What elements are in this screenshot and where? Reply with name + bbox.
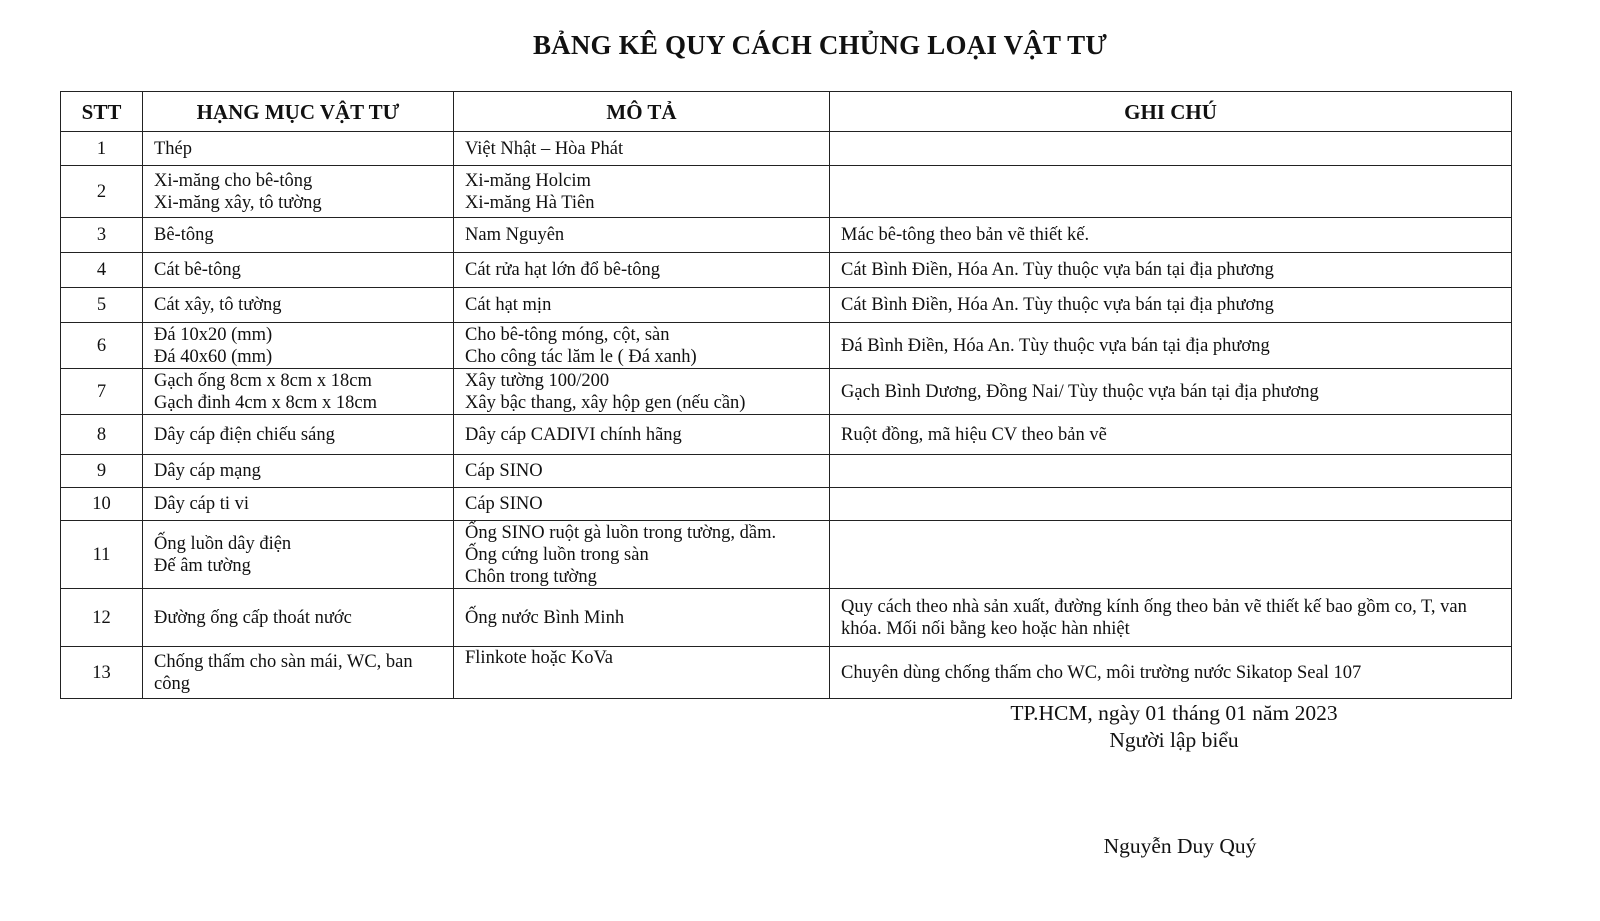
- cell-note: [830, 323, 1512, 369]
- cell-description: [454, 521, 830, 589]
- cell-item: [143, 253, 454, 288]
- cell-item-line: Chống thấm cho sàn mái, WC, ban: [154, 651, 413, 672]
- table-row: [61, 253, 1512, 288]
- cell-description-line: Dây cáp CADIVI chính hãng: [465, 424, 682, 445]
- cell-item: [143, 488, 454, 521]
- cell-item: [143, 288, 454, 323]
- cell-item-line: Ống luồn dây điện: [154, 533, 292, 554]
- cell-item: [143, 589, 454, 647]
- cell-note: [830, 253, 1512, 288]
- cell-note-line: Cát Bình Điền, Hóa An. Tùy thuộc vựa bán tại địa phương: [841, 295, 1274, 315]
- cell-description: [454, 369, 830, 415]
- cell-item-line: công: [154, 673, 190, 694]
- table-row: [61, 369, 1512, 415]
- cell-item-line: Bê-tông: [154, 225, 214, 245]
- materials-table: [60, 91, 1512, 699]
- cell-note: [830, 369, 1512, 415]
- cell-note: [830, 132, 1512, 166]
- cell-item-line: Cát xây, tô tường: [154, 295, 282, 315]
- cell-description: [454, 132, 830, 166]
- cell-description: [454, 218, 830, 253]
- table-header-row: [61, 92, 1512, 132]
- cell-description-line: Cho công tác lăm le ( Đá xanh): [465, 346, 697, 367]
- cell-description: [454, 323, 830, 369]
- cell-stt: 7: [61, 369, 143, 415]
- cell-note: [830, 521, 1512, 589]
- cell-item-line: Gạch đinh 4cm x 8cm x 18cm: [154, 392, 377, 413]
- cell-description-line: Cáp SINO: [465, 494, 543, 514]
- table-row: [61, 218, 1512, 253]
- cell-note-line: khóa. Mối nối bằng keo hoặc hàn nhiệt: [841, 618, 1130, 639]
- cell-description-line: Xây tường 100/200: [465, 370, 610, 391]
- cell-stt: 3: [61, 218, 143, 253]
- cell-item: [143, 415, 454, 455]
- cell-description-line: Cát hạt mịn: [465, 295, 552, 315]
- cell-item-line: Dây cáp điện chiếu sáng: [154, 424, 335, 445]
- cell-description-line: Chôn trong tường: [465, 566, 597, 587]
- cell-note: [830, 647, 1512, 699]
- cell-item-line: Cát bê-tông: [154, 260, 241, 280]
- cell-note: [830, 415, 1512, 455]
- cell-description: [454, 415, 830, 455]
- cell-description-line: Flinkote hoặc KoVa: [465, 648, 613, 668]
- cell-item: [143, 369, 454, 415]
- cell-item-line: Đá 10x20 (mm): [154, 324, 273, 345]
- cell-stt: 9: [61, 455, 143, 488]
- cell-description: [454, 288, 830, 323]
- cell-item-line: Xi-măng xây, tô tường: [154, 192, 322, 213]
- cell-description-line: Cáp SINO: [465, 461, 543, 481]
- header-stt: STT: [61, 92, 143, 132]
- cell-note-line: Mác bê-tông theo bản vẽ thiết kế.: [841, 225, 1090, 245]
- table-row: [61, 132, 1512, 166]
- cell-stt: 11: [61, 521, 143, 589]
- cell-item: [143, 521, 454, 589]
- cell-description-line: Xi-măng Holcim: [465, 170, 591, 191]
- header-notes: GHI CHÚ: [830, 92, 1512, 132]
- table-row: [61, 647, 1512, 699]
- cell-item-line: Xi-măng cho bê-tông: [154, 170, 313, 191]
- cell-description: [454, 166, 830, 218]
- cell-item: [143, 323, 454, 369]
- signer-name: Nguyễn Duy Quý: [1103, 834, 1257, 858]
- cell-note-line: Đá Bình Điền, Hóa An. Tùy thuộc vựa bán tại địa phương: [841, 335, 1270, 356]
- cell-note-line: Cát Bình Điền, Hóa An. Tùy thuộc vựa bán tại địa phương: [841, 260, 1274, 280]
- table-body: [61, 132, 1512, 699]
- cell-item: [143, 218, 454, 253]
- cell-description-line: Cát rửa hạt lớn đổ bê-tông: [465, 260, 660, 280]
- cell-item: [143, 166, 454, 218]
- cell-note: [830, 288, 1512, 323]
- cell-note-line: Chuyên dùng chống thấm cho WC, môi trường nước Sikatop Seal 107: [841, 662, 1362, 683]
- cell-description: [454, 253, 830, 288]
- cell-note-line: Gạch Bình Dương, Đồng Nai/ Tùy thuộc vựa bán tại địa phương: [841, 381, 1319, 402]
- cell-stt: 4: [61, 253, 143, 288]
- cell-item: [143, 455, 454, 488]
- cell-description-line: Nam Nguyên: [465, 225, 565, 245]
- header-item: HẠNG MỤC VẬT TƯ: [143, 92, 454, 132]
- cell-description-line: Ống cứng luồn trong sàn: [465, 544, 649, 565]
- table-row: [61, 521, 1512, 589]
- cell-stt: 10: [61, 488, 143, 521]
- cell-description-line: Ống nước Bình Minh: [465, 607, 625, 628]
- table-row: [61, 166, 1512, 218]
- cell-description-line: Việt Nhật – Hòa Phát: [465, 138, 624, 159]
- table-row: [61, 323, 1512, 369]
- cell-stt: 2: [61, 166, 143, 218]
- cell-description-line: Cho bê-tông móng, cột, sàn: [465, 324, 670, 345]
- cell-item-line: Đá 40x60 (mm): [154, 346, 273, 367]
- cell-description-line: Xi-măng Hà Tiên: [465, 192, 595, 213]
- cell-item: [143, 647, 454, 699]
- table-row: [61, 488, 1512, 521]
- cell-item-line: Dây cáp mạng: [154, 461, 261, 481]
- cell-item-line: Dây cáp ti vi: [154, 494, 250, 514]
- cell-description-line: Ống SINO ruột gà luồn trong tường, dầm.: [465, 522, 777, 543]
- cell-description: [454, 455, 830, 488]
- table-row: [61, 589, 1512, 647]
- cell-item-line: Gạch ống 8cm x 8cm x 18cm: [154, 370, 372, 391]
- cell-note: [830, 218, 1512, 253]
- cell-note-line: Quy cách theo nhà sản xuất, đường kính ống theo bản vẽ thiết kế bao gồm co, T, van: [841, 596, 1467, 617]
- place-date: TP.HCM, ngày 01 tháng 01 năm 2023: [1010, 701, 1338, 725]
- cell-description-line: Xây bậc thang, xây hộp gen (nếu cần): [465, 392, 746, 413]
- table-row: [61, 455, 1512, 488]
- cell-stt: 13: [61, 647, 143, 699]
- cell-description: [454, 647, 830, 699]
- signer-role: Người lập biểu: [1109, 728, 1239, 752]
- cell-note: [830, 589, 1512, 647]
- cell-stt: 6: [61, 323, 143, 369]
- document-title: BẢNG KÊ QUY CÁCH CHỦNG LOẠI VẬT TƯ: [532, 30, 1108, 60]
- table-row: [61, 415, 1512, 455]
- cell-stt: 1: [61, 132, 143, 166]
- cell-stt: 8: [61, 415, 143, 455]
- table-row: [61, 288, 1512, 323]
- cell-note: [830, 455, 1512, 488]
- cell-stt: 5: [61, 288, 143, 323]
- cell-stt: 12: [61, 589, 143, 647]
- cell-note: [830, 166, 1512, 218]
- cell-note: [830, 488, 1512, 521]
- cell-item-line: Thép: [154, 138, 193, 159]
- cell-item-line: Đường ống cấp thoát nước: [154, 607, 352, 628]
- header-description: MÔ TẢ: [454, 92, 830, 132]
- cell-item-line: Đế âm tường: [154, 555, 251, 576]
- cell-item: [143, 132, 454, 166]
- cell-note-line: Ruột đồng, mã hiệu CV theo bản vẽ: [841, 424, 1107, 445]
- cell-description: [454, 589, 830, 647]
- cell-description: [454, 488, 830, 521]
